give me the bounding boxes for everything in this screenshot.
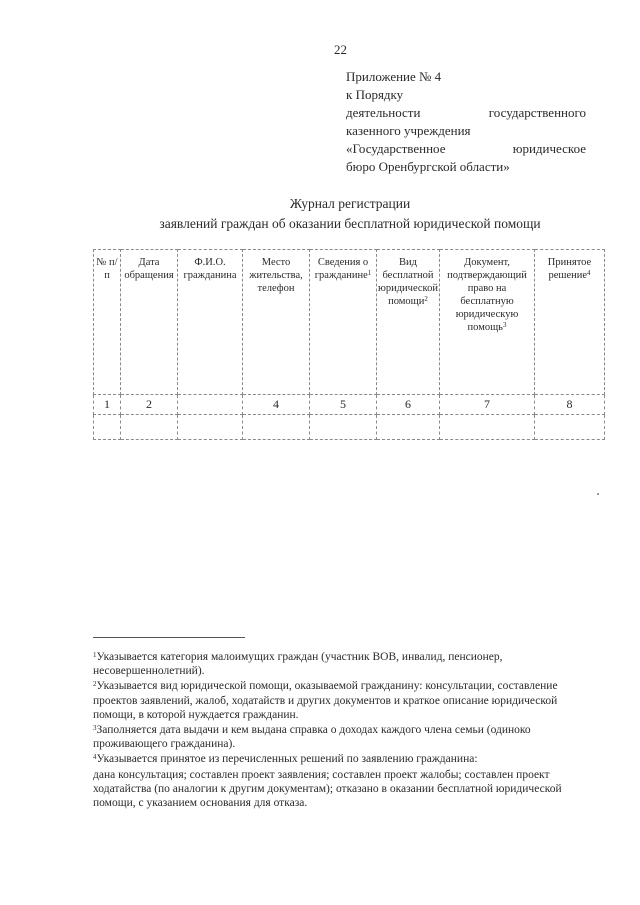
column-header: Дата обращения xyxy=(121,250,178,395)
appendix-line: бюро Оренбургской области» xyxy=(346,159,510,174)
page-number: 22 xyxy=(334,42,347,57)
table-row xyxy=(94,415,605,440)
empty-cell xyxy=(121,415,178,440)
scan-speck xyxy=(597,493,599,495)
column-number: 4 xyxy=(243,395,310,415)
appendix-word: юридическое xyxy=(512,141,586,156)
appendix-word: государственного xyxy=(488,105,586,120)
column-number-row xyxy=(94,395,605,415)
column-header: Ф.И.О. гражданина xyxy=(178,250,243,395)
footnote-divider xyxy=(93,637,245,638)
appendix-header xyxy=(346,68,586,176)
journal-title-line: заявлений граждан об оказании бесплатной юридической помощи xyxy=(159,216,541,231)
appendix-line: к Порядку xyxy=(346,87,404,102)
empty-cell xyxy=(94,415,121,440)
column-header: Вид бесплатной юридической помощи$^2$ xyxy=(377,250,440,395)
column-number: 1 xyxy=(94,395,121,415)
column-number: 6 xyxy=(377,395,440,415)
column-header: Принятое решение$^4$ xyxy=(535,250,605,395)
appendix-word: деятельности xyxy=(346,105,421,120)
journal-title xyxy=(100,194,600,234)
column-header: № п/п xyxy=(94,250,121,395)
empty-cell xyxy=(310,415,377,440)
column-number: 5 xyxy=(310,395,377,415)
appendix-line: казенного учреждения xyxy=(346,123,471,138)
column-header: Место жительства, телефон xyxy=(243,250,310,395)
empty-cell xyxy=(178,415,243,440)
empty-cell xyxy=(377,415,440,440)
footnote: $^3$Заполняется дата выдачи и кем выдана справка о доходах каждого члена семьи (одиноко проживающего гражданина). xyxy=(93,724,531,751)
empty-cell xyxy=(440,415,535,440)
journal-table xyxy=(93,249,605,440)
footnote: $^2$Указывается вид юридической помощи, оказываемой гражданину: консультации, составление проектов заявлений, жалоб, ходатайств и других документов и краткое описание юридической помощи, в которой нуждается гражданин. xyxy=(93,680,558,721)
footnote: $^4$Указывается принятое из перечисленных решений по заявлению гражданина: xyxy=(93,753,478,766)
journal-title-line: Журнал регистрации xyxy=(289,196,411,211)
column-number xyxy=(178,395,243,415)
column-header: Сведения о гражданине$^1$ xyxy=(310,250,377,395)
footnotes xyxy=(93,650,593,811)
appendix-line xyxy=(346,104,586,122)
empty-cell xyxy=(535,415,605,440)
table-header-row xyxy=(94,250,605,395)
column-number: 7 xyxy=(440,395,535,415)
column-header: Документ, подтверждающий право на бесплатную юридическую помощь$^3$ xyxy=(440,250,535,395)
column-number: 8 xyxy=(535,395,605,415)
appendix-line: Приложение № 4 xyxy=(346,69,442,84)
footnote: дана консультация; составлен проект заявления; составлен проект жалобы; составлен проект ходатайства (по аналогии к другим документам); отказано в оказании бесплатной юридической помощи, с указанием основания для отказа. xyxy=(93,768,562,810)
column-number: 2 xyxy=(121,395,178,415)
empty-cell xyxy=(243,415,310,440)
footnote: $^1$Указывается категория малоимущих граждан (участник ВОВ, инвалид, пенсионер, несовершеннолетний). xyxy=(93,651,503,678)
appendix-line xyxy=(346,140,586,158)
appendix-word: «Государственное xyxy=(346,141,446,156)
